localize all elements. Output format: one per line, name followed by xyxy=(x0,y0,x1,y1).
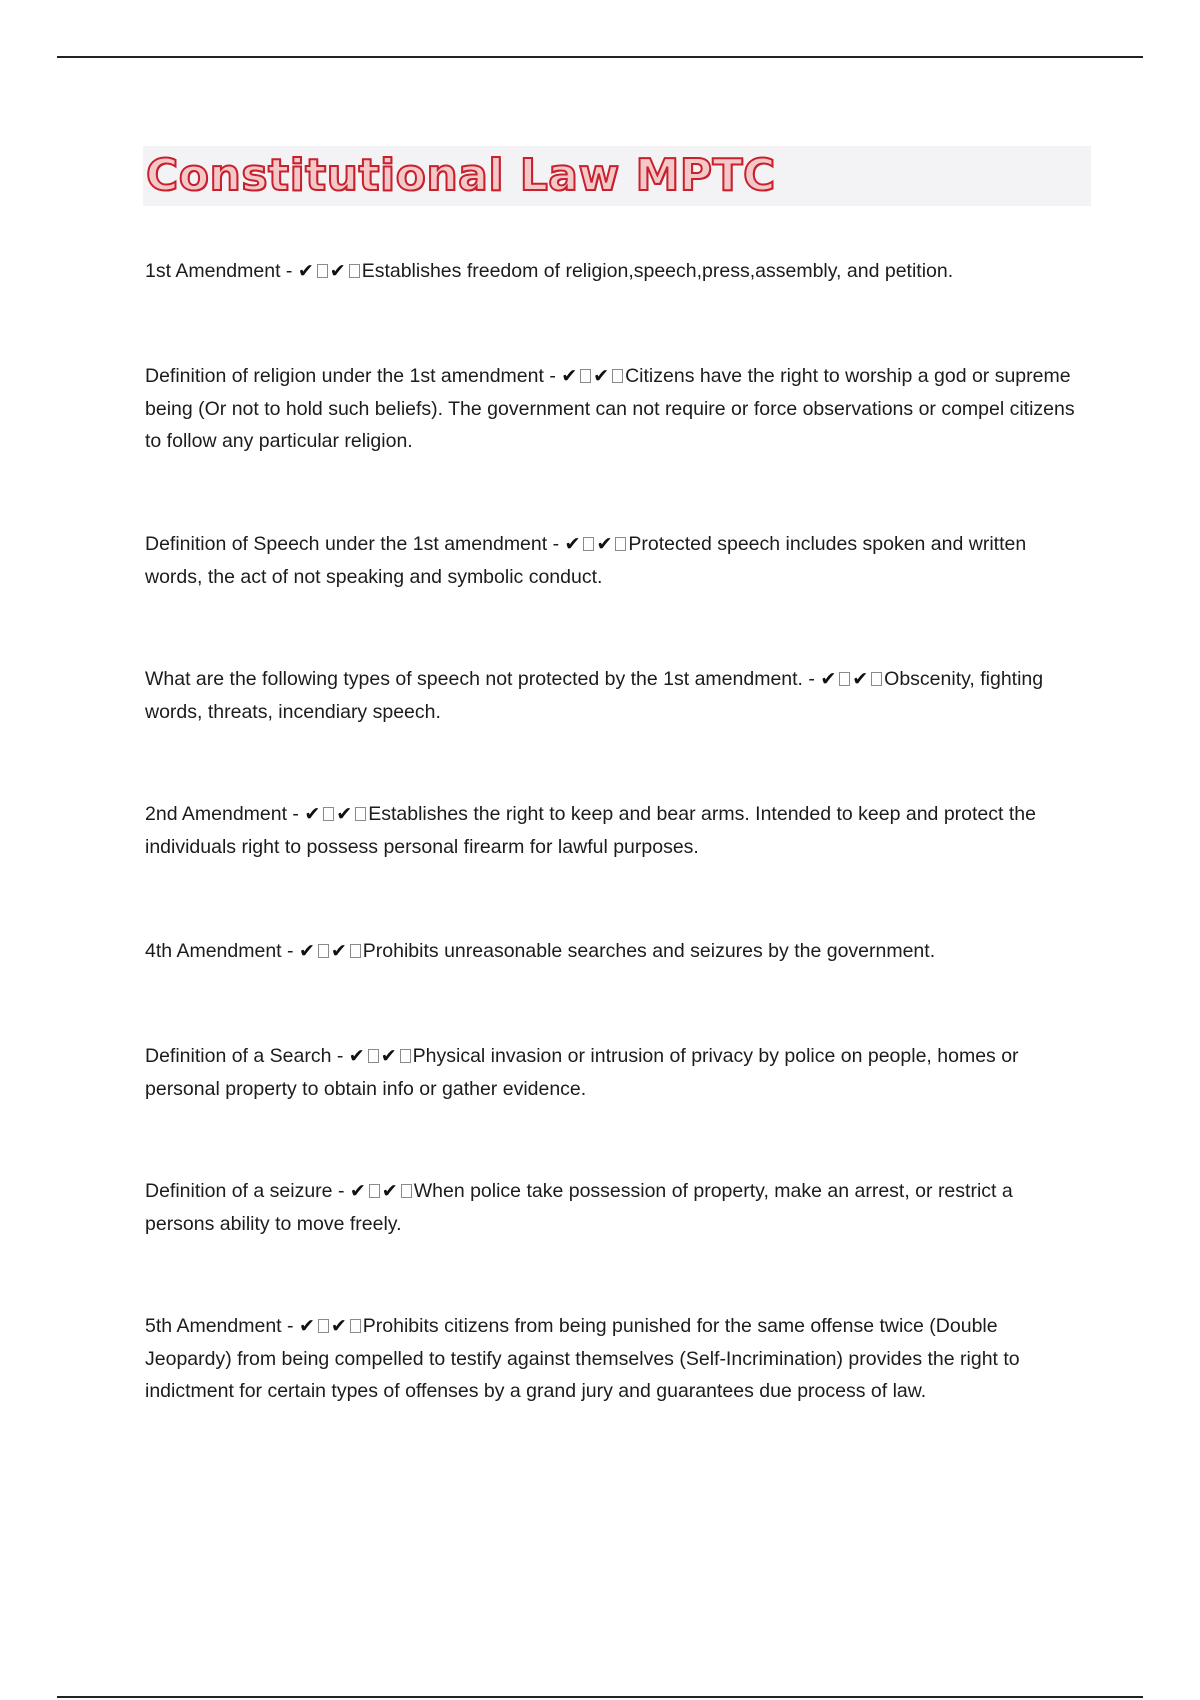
qa-item-2 xyxy=(145,360,1085,458)
check-icon: ✔ xyxy=(297,260,314,282)
check-icon: ✔ xyxy=(564,533,581,555)
box-icon xyxy=(350,1319,361,1333)
box-icon xyxy=(583,537,594,551)
box-icon xyxy=(871,672,882,686)
qa-definition: Citizens have the right to worship a god or supreme being (Or not to hold such beliefs). The government can not require or force observations or compel citizens to follow any particular religion. xyxy=(145,365,1075,452)
qa-separator: - xyxy=(331,1045,349,1067)
qa-term: 2nd Amendment xyxy=(145,803,288,825)
check-icon: ✔ xyxy=(380,1045,397,1067)
qa-separator: - xyxy=(281,1315,299,1337)
qa-item-6 xyxy=(145,935,1085,968)
check-icon: ✔ xyxy=(304,803,321,825)
qa-term: 4th Amendment xyxy=(145,940,282,962)
box-icon xyxy=(401,1184,412,1198)
box-icon xyxy=(318,944,329,958)
qa-separator: - xyxy=(332,1180,350,1202)
box-icon xyxy=(349,264,360,278)
check-icon: ✔ xyxy=(329,260,346,282)
qa-term: Definition of Speech under the 1st amendment xyxy=(145,533,548,555)
qa-item-8 xyxy=(145,1175,1085,1240)
check-icon: ✔ xyxy=(298,940,315,962)
qa-item-7 xyxy=(145,1040,1085,1105)
qa-separator: - xyxy=(287,803,305,825)
box-icon xyxy=(615,537,626,551)
check-icon: ✔ xyxy=(593,365,610,387)
qa-term: 1st Amendment xyxy=(145,260,281,282)
box-icon xyxy=(580,369,591,383)
qa-separator: - xyxy=(281,940,299,962)
qa-term: Definition of a seizure xyxy=(145,1180,333,1202)
qa-definition: Protected speech includes spoken and written words, the act of not speaking and symbolic conduct. xyxy=(145,533,1027,588)
box-icon xyxy=(317,264,328,278)
check-icon: ✔ xyxy=(349,1180,366,1202)
box-icon xyxy=(318,1319,329,1333)
box-icon xyxy=(355,807,366,821)
qa-term: Definition of a Search xyxy=(145,1045,332,1067)
document-title: Constitutional Law MPTC xyxy=(146,150,776,201)
qa-item-3 xyxy=(145,528,1085,593)
qa-definition: When police take possession of property, make an arrest, or restrict a persons ability to move freely. xyxy=(145,1180,1013,1235)
qa-definition: Prohibits unreasonable searches and seizures by the government. xyxy=(362,940,936,962)
qa-separator: - xyxy=(543,365,562,387)
top-rule xyxy=(57,56,1143,58)
check-icon: ✔ xyxy=(381,1180,398,1202)
qa-definition: Establishes the right to keep and bear arms. Intended to keep and protect the individuals right to possess personal firearm for lawful purposes. xyxy=(145,803,1036,858)
qa-definition: Physical invasion or intrusion of privacy by police on people, homes or personal property to obtain info or gather evidence. xyxy=(145,1045,1019,1100)
qa-definition: Obscenity, fighting words, threats, incendiary speech. xyxy=(145,668,1044,723)
box-icon xyxy=(350,944,361,958)
qa-item-4 xyxy=(145,663,1085,728)
check-icon: ✔ xyxy=(852,668,869,690)
check-icon: ✔ xyxy=(330,1315,347,1337)
box-icon xyxy=(839,672,850,686)
qa-definition: Establishes freedom of religion,speech,press,assembly, and petition. xyxy=(361,260,954,282)
qa-separator: - xyxy=(802,668,821,690)
box-icon xyxy=(323,807,334,821)
qa-separator: - xyxy=(280,260,298,282)
box-icon xyxy=(369,1184,380,1198)
check-icon: ✔ xyxy=(820,668,837,690)
qa-item-5 xyxy=(145,798,1085,863)
check-icon: ✔ xyxy=(561,365,578,387)
check-icon: ✔ xyxy=(348,1045,365,1067)
check-icon: ✔ xyxy=(298,1315,315,1337)
qa-term: What are the following types of speech not protected by the 1st amendment. xyxy=(145,668,803,690)
bottom-rule xyxy=(57,1696,1143,1698)
check-icon: ✔ xyxy=(330,940,347,962)
box-icon xyxy=(612,369,623,383)
qa-term: Definition of religion under the 1st amendment xyxy=(145,365,544,387)
box-icon xyxy=(368,1049,379,1063)
qa-item-1 xyxy=(145,255,1085,288)
qa-definition: Prohibits citizens from being punished for the same offense twice (Double Jeopardy) from being compelled to testify against themselves (Self-Incrimination) provides the right to indictment for certain types of offenses by a grand jury and guarantees due process of law. xyxy=(145,1315,1020,1402)
qa-term: 5th Amendment xyxy=(145,1315,282,1337)
qa-item-9 xyxy=(145,1310,1085,1408)
check-icon: ✔ xyxy=(596,533,613,555)
check-icon: ✔ xyxy=(336,803,353,825)
qa-separator: - xyxy=(547,533,565,555)
box-icon xyxy=(400,1049,411,1063)
